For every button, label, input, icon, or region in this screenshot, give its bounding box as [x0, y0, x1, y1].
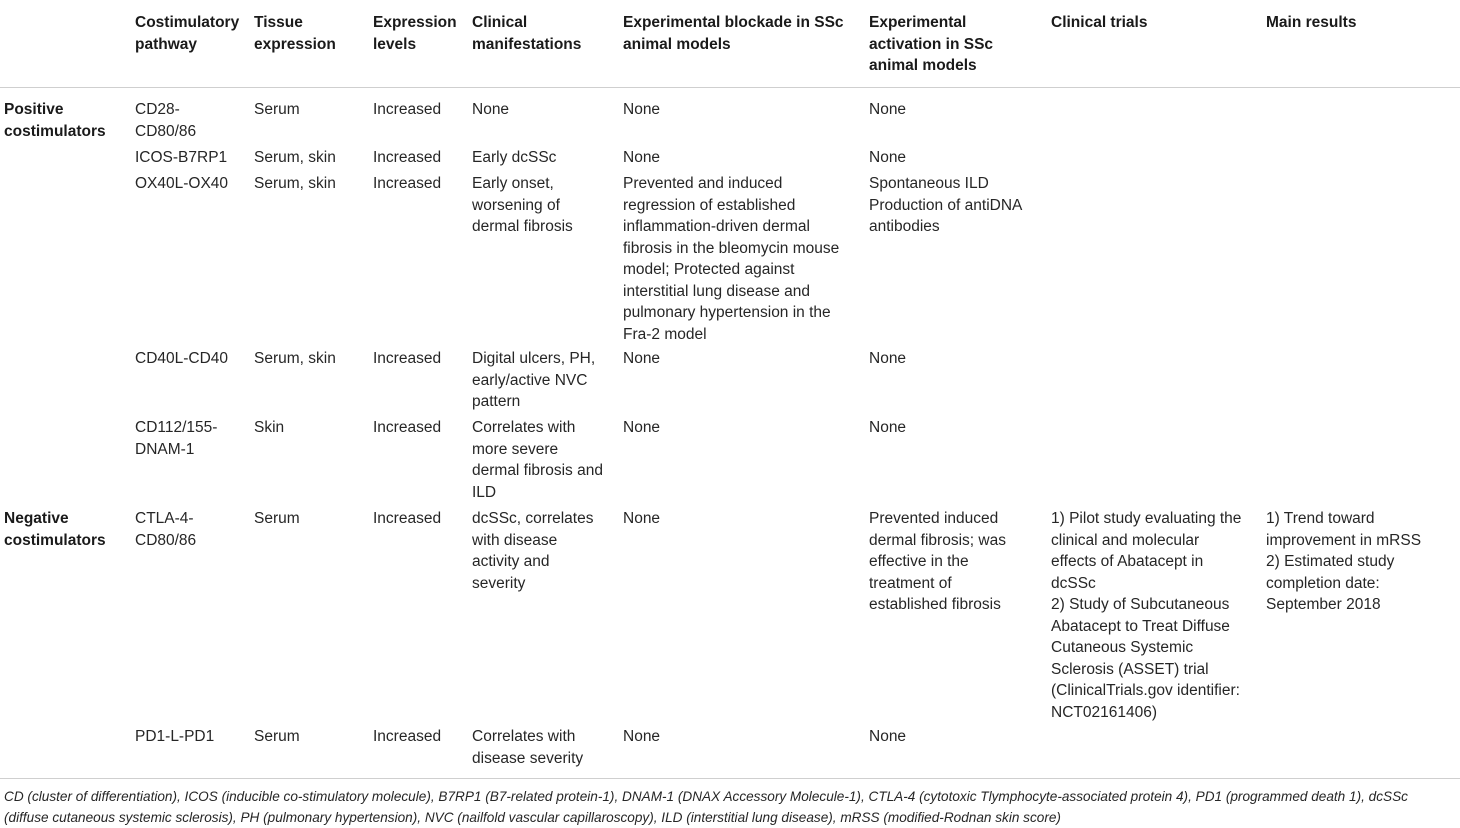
cell-blockade: None: [623, 101, 661, 118]
cell-tissue: Serum: [254, 101, 300, 118]
cell-levels: Increased: [373, 419, 442, 436]
cell-activation: None: [869, 149, 907, 166]
cell-blockade: None: [623, 350, 661, 367]
cell-blockade: None: [623, 419, 661, 436]
header-tissue: Tissue expression: [254, 14, 336, 53]
cell-pathway: CD40L-CD40: [135, 350, 229, 367]
header-results: Main results: [1266, 14, 1357, 31]
cell-levels: Increased: [373, 149, 442, 166]
cell-blockade: Prevented and induced regression of established inflammation-driven dermal fibrosis in the bleomycin mouse model; Protected against interstitial lung disease and pulmonary hypertension in the Fra-2 model: [623, 175, 840, 343]
cell-pathway: OX40L-OX40: [135, 175, 229, 192]
header-trials: Clinical trials: [1051, 14, 1148, 31]
cell-activation: None: [869, 728, 907, 745]
cell-blockade: None: [623, 728, 661, 745]
cell-blockade: None: [623, 510, 661, 527]
cell-tissue: Serum, skin: [254, 149, 336, 166]
cell-pathway: ICOS-B7RP1: [135, 149, 228, 166]
cell-tissue: Serum: [254, 728, 300, 745]
cell-pathway: CD112/155- DNAM-1: [135, 419, 218, 458]
cell-activation: Spontaneous ILD Production of antiDNA antibodies: [869, 175, 1023, 235]
cell-clinical: Early dcSSc: [472, 149, 557, 166]
cell-levels: Increased: [373, 728, 442, 745]
footer-rule: [0, 778, 1460, 779]
cell-levels: Increased: [373, 101, 442, 118]
table-header: [0, 0, 1460, 88]
header-pathway: Costimulatory pathway: [135, 14, 240, 53]
header-levels: Expression levels: [373, 14, 457, 53]
cell-clinical: None: [472, 101, 510, 118]
cell-activation: None: [869, 350, 907, 367]
header-activation: Experimental activation in SSc animal models: [869, 14, 994, 74]
footnote: CD (cluster of differentiation), ICOS (inducible co-stimulatory molecule), B7RP1 (B7-related protein-1), DNAM-1 (DNAX Accessory Molecule-1), CTLA-4 (cytotoxic Tlymphocyte-associated protein 4), PD1 (programmed death 1), dcSSc (diffuse cutaneous systemic sclerosis), PH (pulmonary hypertension), NVC (nailfold vascular capillaroscopy), ILD (interstitial lung disease), mRSS (modified-Rodnan skin score): [4, 789, 1408, 825]
group-label-positive: Positive costimulators: [4, 101, 106, 140]
cell-activation: Prevented induced dermal fibrosis; was effective in the treatment of established fibrosis: [869, 510, 1006, 613]
cell-blockade: None: [623, 149, 661, 166]
cell-pathway: CTLA-4- CD80/86: [135, 510, 197, 549]
cell-levels: Increased: [373, 175, 442, 192]
cell-trials: 1) Pilot study evaluating the clinical and molecular effects of Abatacept in dcSSc 2) Study of Subcutaneous Abatacept to Treat Diffuse Cutaneous Systemic Sclerosis (ASSET) trial (ClinicalTrials.gov identifier: NCT02161406): [1051, 510, 1242, 721]
cell-clinical: Digital ulcers, PH, early/active NVC pattern: [472, 350, 596, 410]
cell-activation: None: [869, 101, 907, 118]
cell-tissue: Skin: [254, 419, 285, 436]
cell-activation: None: [869, 419, 907, 436]
cell-clinical: Correlates with more severe dermal fibrosis and ILD: [472, 419, 603, 501]
cell-clinical: Correlates with disease severity: [472, 728, 584, 767]
cell-clinical: dcSSc, correlates with disease activity and severity: [472, 510, 594, 592]
cell-results: 1) Trend toward improvement in mRSS 2) Estimated study completion date: September 2018: [1266, 510, 1422, 613]
cell-pathway: PD1-L-PD1: [135, 728, 215, 745]
cell-tissue: Serum, skin: [254, 175, 336, 192]
cell-levels: Increased: [373, 510, 442, 527]
header-blockade: Experimental blockade in SSc animal models: [623, 14, 844, 53]
cell-pathway: CD28- CD80/86: [135, 101, 197, 140]
header-rule: [0, 87, 1460, 88]
cell-tissue: Serum, skin: [254, 350, 336, 367]
cell-levels: Increased: [373, 350, 442, 367]
cell-clinical: Early onset, worsening of dermal fibrosis: [472, 175, 573, 235]
cell-tissue: Serum: [254, 510, 300, 527]
group-label-negative: Negative costimulators: [4, 510, 106, 549]
header-clinical: Clinical manifestations: [472, 14, 582, 53]
